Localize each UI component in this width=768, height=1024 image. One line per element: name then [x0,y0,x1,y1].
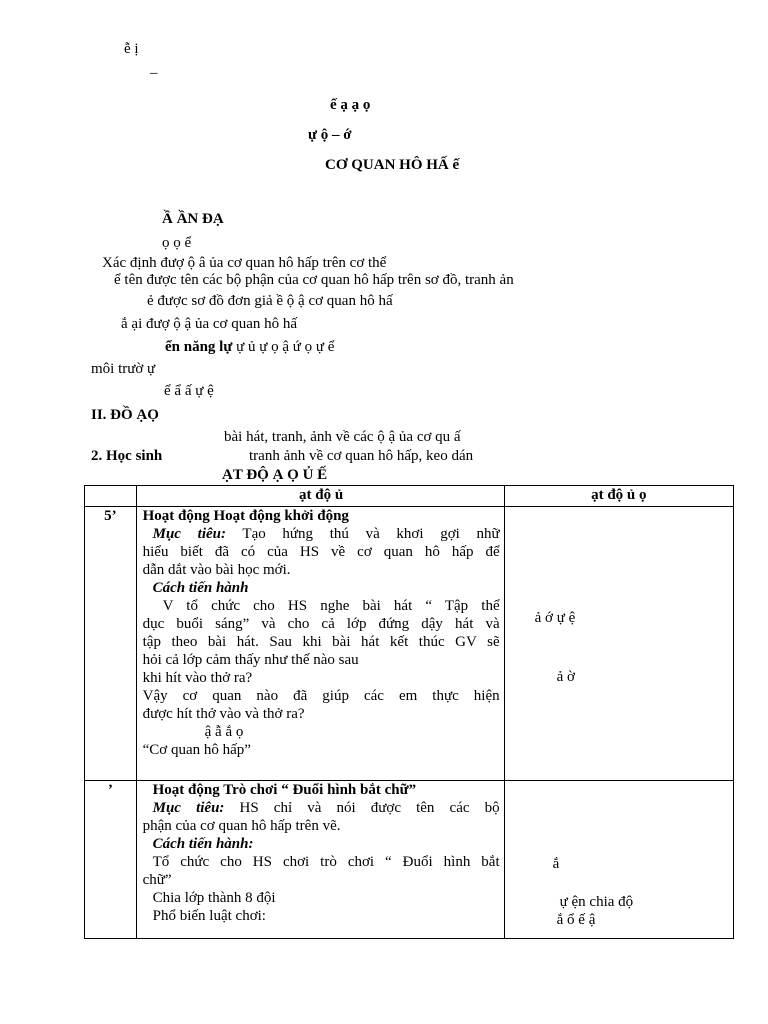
row2-title: Hoạt động Trò chơi “ Đuổi hình bắt chữ” [152,782,417,798]
row2-time: ’ [85,781,137,939]
row1-goal-3: dẫn dắt vào bài học mới. [142,562,291,578]
objective-line-4: ắ ại đượ ộ ậ ủa cơ quan hô hấ [121,316,298,332]
row1-title: Hoạt động Hoạt động khởi động [142,508,349,524]
row1-teacher-activity [136,507,504,781]
row2-teacher-activity [136,781,504,939]
activities-heading: ẠT ĐỘ Ạ Ọ Ủ Ế [222,467,328,483]
competence-line [165,338,334,356]
row1-p2: dục buổi sáng” và cho cả lớp đứng dậy hát và [142,616,500,632]
header-line-3: ế ạ ạ ọ [330,97,371,113]
row1-p1: V tổ chức cho HS nghe bài hát “ Tập thể [162,598,500,614]
teacher-materials: bài hát, tranh, ảnh về các ộ ậ ủa cơ qu ấ [224,429,461,445]
lesson-activities-table [84,485,734,939]
header-line-2: – [150,65,158,81]
row1-student-2: ả ờ [556,669,575,685]
row2-p3: Chia lớp thành 8 đội [152,890,276,906]
header-teacher-activity: ạt độ ủ [136,486,504,507]
header-student-activity: ạt độ ủ ọ [504,486,733,507]
row1-p9: “Cơ quan hô hấp” [142,742,251,758]
objective-line-6: môi trườ ự [91,361,156,377]
row1-student-1: ả ớ ự ệ [534,610,576,626]
row1-method: Cách tiến hành [152,580,249,596]
row1-p8: ậ ẫ ắ ọ [204,724,244,740]
row2-goal-2: phận của cơ quan hô hấp trên vẽ. [142,818,341,834]
row1-goal-2: hiểu biết đã có của HS về cơ quan hô hấp để [142,544,500,560]
table-header-row [85,486,734,507]
materials-heading: II. ĐỒ ẠỌ [91,407,159,423]
objective-line-3: ẻ được sơ đồ đơn giả ề ộ ậ cơ quan hô hấ [147,293,393,309]
objectives-heading: Ầ ẦN ĐẠ [162,211,224,227]
objective-line-2: ể tên được tên các bộ phận của cơ quan hô hấp trên sơ đồ, tranh ản [114,272,514,288]
row2-p1: Tổ chức cho HS chơi trò chơi “ Đuổi hình bắt [152,854,500,870]
row2-student-activity [504,781,733,939]
table-row [85,781,734,939]
header-time-cell [85,486,137,507]
objective-line-1: Xác định đượ ộ â ủa cơ quan hô hấp trên cơ thể [102,255,387,271]
objective-line-7: ể ẩ ấ ự ệ [164,383,214,399]
row2-student-1: ắ [552,856,560,872]
row1-p6: Vậy cơ quan nào đã giúp các em thực hiện [142,688,500,704]
row2-p4: Phổ biến luật chơi: [152,908,266,924]
row2-p2: chữ” [142,872,172,888]
competence-label: ển năng lự [165,339,233,355]
table-row [85,507,734,781]
row2-method: Cách tiến hành: [152,836,254,852]
student-materials-label: 2. Học sinh [91,448,163,464]
row1-p7: được hít thở vào và thở ra? [142,706,305,722]
row1-p3: tập theo bài hát. Sau khi bài hát kết thúc GV sẽ [142,634,500,650]
row1-time: 5’ [85,507,137,781]
competence-text: ự ủ ự ọ ậ ứ ọ ự ể [236,339,335,355]
row2-goal [143,799,500,817]
row1-goal-1: Tạo hứng thú và khơi gợi nhữ [242,526,500,542]
header-line-1: ễ ị [124,41,139,57]
student-materials: tranh ảnh về cơ quan hô hấp, keo dán [249,448,474,464]
header-line-4: ự ộ – ớ [308,127,352,143]
objectives-subheading: ọ ọ ể [162,235,192,251]
lesson-title: CƠ QUAN HÔ HẤ ế [325,157,460,173]
row1-goal [143,525,500,543]
row2-student-3: ắ ổ ế ậ [556,912,596,928]
row2-goal-label: Mục tiêu: [152,800,225,816]
row2-student-2: ự ện chia độ [559,894,634,910]
row1-student-activity [504,507,733,781]
row1-p5: khi hít vào thở ra? [142,670,253,686]
row1-p4: hỏi cả lớp cảm thấy như thế nào sau [142,652,359,668]
row2-goal-1: HS chỉ và nói được tên các bộ [239,800,500,816]
row1-goal-label: Mục tiêu: [152,526,226,542]
